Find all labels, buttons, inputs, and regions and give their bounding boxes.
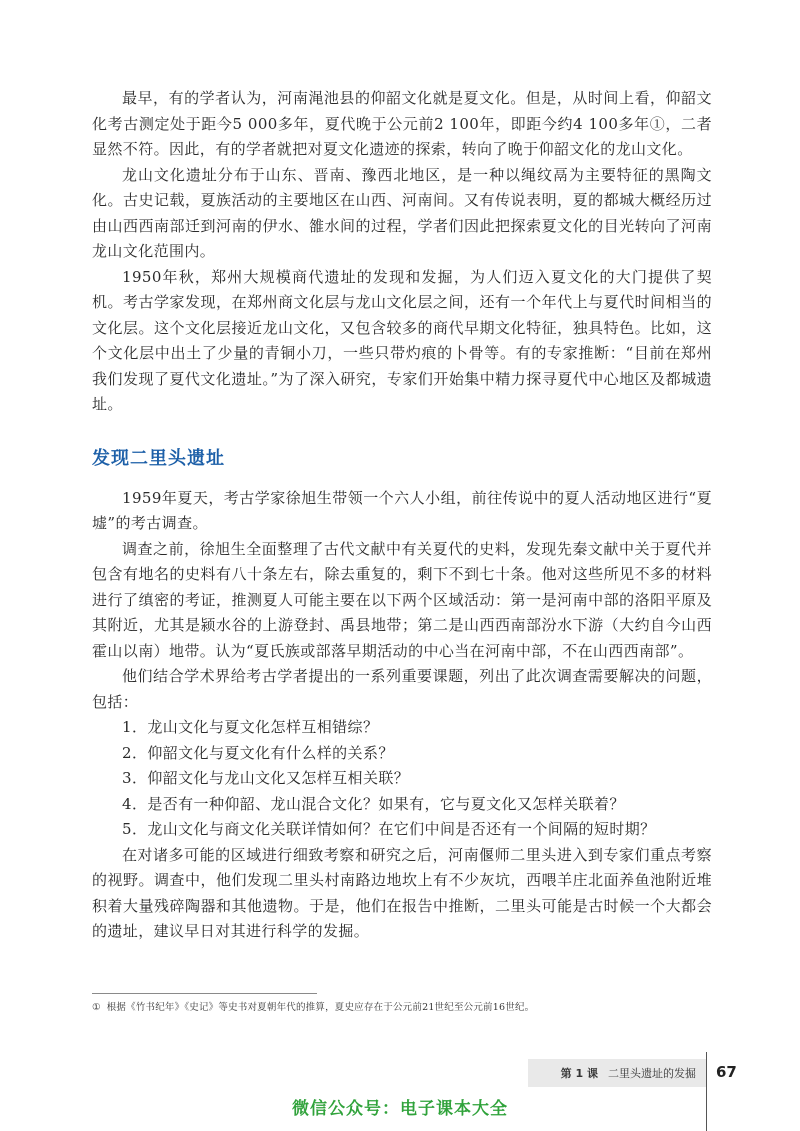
footer-lesson-band — [528, 1059, 706, 1087]
section-title: 发现二里头遗址 — [92, 447, 225, 469]
footnote — [92, 1001, 732, 1015]
watermark: 微信公众号：电子课本大全 — [292, 1099, 508, 1119]
list-item: 3．仰韶文化与龙山文化又怎样互相关联？ — [122, 769, 410, 787]
main-content — [92, 86, 712, 945]
list-item: 4．是否有一种仰韶、龙山混合文化？如果有，它与夏文化又怎样关联着？ — [122, 794, 625, 813]
page-number: 67 — [716, 1063, 737, 1081]
paragraph-yangshao: 最早，有的学者认为，河南渑池县的仰韶文化就是夏文化。但是，从时间上看，仰韶文化考古测定处于距今5 000多年，夏代晚于公元前2 100年，即距今约4 100多年①，二者显然不符。因此，有的学者就把对夏文化遗迹的探索，转向了晚于仰韶文化的龙山文化。 — [92, 89, 712, 158]
question-list — [92, 715, 712, 843]
list-item: 2．仰韶文化与夏文化有什么样的关系？ — [122, 743, 394, 762]
list-item: 5．龙山文化与商文化关联详情如何？在它们中间是否还有一个间隔的短时期？ — [122, 820, 656, 838]
paragraph-research: 调查之前，徐旭生全面整理了古代文献中有关夏代的史料，发现先秦文献中关于夏代并包含有地名的史料有八十条左右，除去重复的，剩下不到七十条。他对这些所见不多的材料进行了缜密的考证，推测夏人可能主要在以下两个区域活动：第一是河南中部的洛阳平原及其附近，尤其是颍水谷的上游登封、禹县地带；第二是山西西南部汾水下游（大约自今山西霍山以南）地带。认为“夏氏族或部落早期活动的中心当在河南中部，不在山西西南部”。 — [92, 539, 712, 660]
paragraph-questions-intro: 他们结合学术界给考古学者提出的一系列重要课题，列出了此次调查需要解决的问题，包括： — [92, 667, 712, 711]
footnote-mark: ① — [92, 1002, 101, 1013]
paragraph-erlitou: 在对诸多可能的区域进行细致考察和研究之后，河南偃师二里头进入到专家们重点考察的视野。调查中，他们发现二里头村南路边地坎上有不少灰坑，西喂羊庄北面养鱼池附近堆积着大量残碎陶器和其他遗物。于是，他们在报告中推断，二里头可能是古时候一个大都会的遗址，建议早日对其进行科学的发掘。 — [92, 845, 712, 940]
paragraph-zhengzhou: 1950年秋，郑州大规模商代遗址的发现和发掘，为人们迈入夏文化的大门提供了契机。考古学家发现，在郑州商文化层与龙山文化层之间，还有一个年代上与夏代时间相当的文化层。这个文化层接近龙山文化，又包含较多的商代早期文化特征，独具特色。比如，这个文化层中出土了少量的青铜小刀，一些只带灼痕的卜骨等。有的专家推断：“目前在郑州我们发现了夏代文化遗址。”为了深入研究，专家们开始集中精力探寻夏代中心地区及都城遗址。 — [92, 267, 712, 413]
footnote-divider — [92, 993, 317, 994]
lesson-title: 二里头遗址的发掘 — [608, 1067, 696, 1080]
footnote-text: 根据《竹书纪年》《史记》等史书对夏朝年代的推算，夏史应存在于公元前21世纪至公元前16世纪。 — [106, 1002, 535, 1013]
paragraph-1959: 1959年夏天，考古学家徐旭生带领一个六人小组，前往传说中的夏人活动地区进行“夏墟”的考古调查。 — [92, 488, 712, 532]
footer-divider — [706, 1052, 707, 1131]
paragraph-longshan: 龙山文化遗址分布于山东、晋南、豫西北地区，是一种以绳纹鬲为主要特征的黑陶文化。古史记载，夏族活动的主要地区在山西、河南间。又有传说表明，夏的都城大概经历过由山西西南部迁到河南的伊水、雒水间的过程，学者们因此把探索夏文化的目光转向了河南龙山文化范围内。 — [92, 165, 712, 260]
lesson-number: 第 1 课 — [560, 1067, 598, 1080]
list-item: 1．龙山文化与夏文化怎样互相错综？ — [122, 718, 379, 736]
